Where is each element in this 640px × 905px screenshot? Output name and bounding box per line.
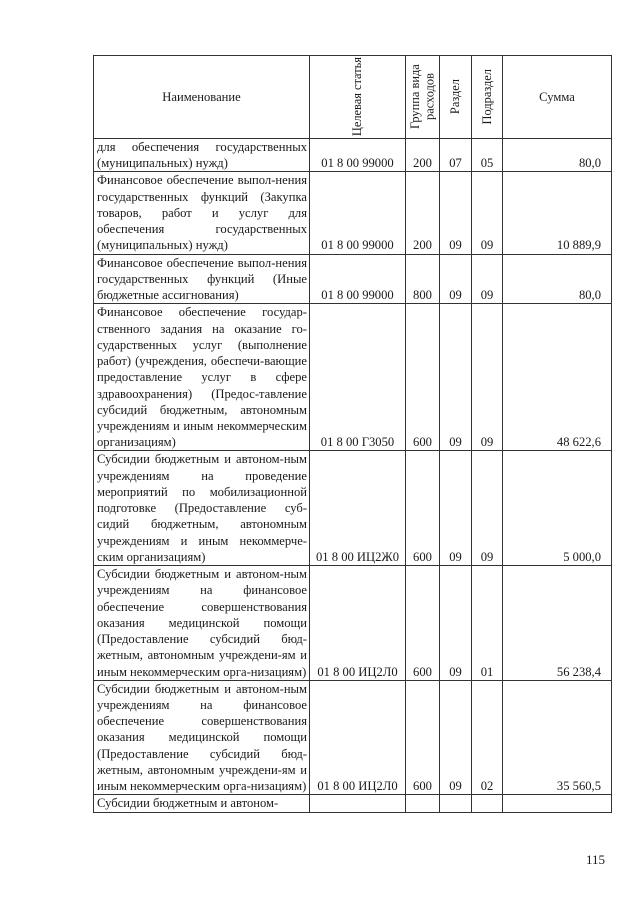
row-subsection: 09 bbox=[472, 254, 503, 304]
row-target: 01 8 00 ИЦ2Ж0 bbox=[310, 451, 406, 566]
row-section: 07 bbox=[440, 139, 472, 172]
budget-table bbox=[93, 55, 612, 813]
row-section: 09 bbox=[440, 172, 472, 254]
table-row bbox=[94, 680, 612, 795]
row-sum: 35 560,5 bbox=[503, 680, 612, 795]
row-target: 01 8 00 ИЦ2Л0 bbox=[310, 566, 406, 681]
header-group: Группа вида расходов bbox=[406, 56, 440, 139]
row-target: 01 8 00 99000 bbox=[310, 172, 406, 254]
row-section: 09 bbox=[440, 680, 472, 795]
row-sum: 56 238,4 bbox=[503, 566, 612, 681]
row-sum: 80,0 bbox=[503, 139, 612, 172]
row-subsection: 09 bbox=[472, 304, 503, 451]
row-subsection: 02 bbox=[472, 680, 503, 795]
row-subsection: 01 bbox=[472, 566, 503, 681]
table-row bbox=[94, 795, 612, 812]
header-sum: Сумма bbox=[503, 56, 612, 139]
row-sum: 5 000,0 bbox=[503, 451, 612, 566]
row-sum: 48 622,6 bbox=[503, 304, 612, 451]
row-sum: 10 889,9 bbox=[503, 172, 612, 254]
row-subsection: 05 bbox=[472, 139, 503, 172]
row-name: Субсидии бюджетным и автоном-ным учреждениям на финансовое обеспечение совершенствования оказания медицинской помощи (Предоставление субсидий бюд-жетным, автономным учреждени-ям и иным некоммерческим орга-низациям) bbox=[94, 566, 310, 681]
page-number: 115 bbox=[586, 852, 606, 867]
row-name: Финансовое обеспечение государ-ственного задания на оказание го-сударственных услуг (выполнение работ) (учреждения, обеспечи-вающие предоставление услуг в сфере здравоохранения) (Предос-тавление субсидий бюджетным, автономным учреждениям и иным некоммерческим организациям) bbox=[94, 304, 310, 451]
row-name: для обеспечения государственных (муниципальных) нужд) bbox=[94, 139, 310, 172]
row-section: 09 bbox=[440, 451, 472, 566]
row-group: 600 bbox=[406, 566, 440, 681]
header-section: Раздел bbox=[440, 56, 472, 139]
row-target: 01 8 00 99000 bbox=[310, 139, 406, 172]
header-name: Наименование bbox=[94, 56, 310, 139]
row-group: 200 bbox=[406, 172, 440, 254]
row-sum: 80,0 bbox=[503, 254, 612, 304]
row-group: 600 bbox=[406, 304, 440, 451]
row-target: 01 8 00 99000 bbox=[310, 254, 406, 304]
table-row bbox=[94, 304, 612, 451]
row-group: 600 bbox=[406, 451, 440, 566]
row-section: 09 bbox=[440, 304, 472, 451]
row-subsection: 09 bbox=[472, 451, 503, 566]
table-row bbox=[94, 254, 612, 304]
table-row bbox=[94, 139, 612, 172]
row-target: 01 8 00 Г3050 bbox=[310, 304, 406, 451]
row-name: Субсидии бюджетным и автоном- bbox=[94, 795, 310, 812]
header-target: Целевая статья bbox=[310, 56, 406, 139]
row-group: 800 bbox=[406, 254, 440, 304]
row-subsection: 09 bbox=[472, 172, 503, 254]
table-row bbox=[94, 172, 612, 254]
row-name: Субсидии бюджетным и автоном-ным учреждениям на проведение мероприятий по мобилизационной подготовке (Предоставление суб-сидий бюджетным, автономным учреждениям и иным некоммерче-ским организациям) bbox=[94, 451, 310, 566]
row-target: 01 8 00 ИЦ2Л0 bbox=[310, 680, 406, 795]
row-target bbox=[310, 795, 406, 812]
row-name: Финансовое обеспечение выпол-нения государственных функций (Закупка товаров, работ и услуг для обеспечения государственных (муниципальных) нужд) bbox=[94, 172, 310, 254]
row-name: Финансовое обеспечение выпол-нения государственных функций (Иные бюджетные ассигнования) bbox=[94, 254, 310, 304]
row-group: 600 bbox=[406, 680, 440, 795]
table-row bbox=[94, 566, 612, 681]
row-name: Субсидии бюджетным и автоном-ным учреждениям на финансовое обеспечение совершенствования оказания медицинской помощи (Предоставление субсидий бюд-жетным, автономным учреждени-ям и иным некоммерческим орга-низациям) bbox=[94, 680, 310, 795]
row-section: 09 bbox=[440, 254, 472, 304]
row-subsection bbox=[472, 795, 503, 812]
row-group bbox=[406, 795, 440, 812]
row-sum bbox=[503, 795, 612, 812]
row-group: 200 bbox=[406, 139, 440, 172]
table-row bbox=[94, 451, 612, 566]
table-header-row bbox=[94, 56, 612, 139]
row-section: 09 bbox=[440, 566, 472, 681]
row-section bbox=[440, 795, 472, 812]
header-subsection: Подраздел bbox=[472, 56, 503, 139]
